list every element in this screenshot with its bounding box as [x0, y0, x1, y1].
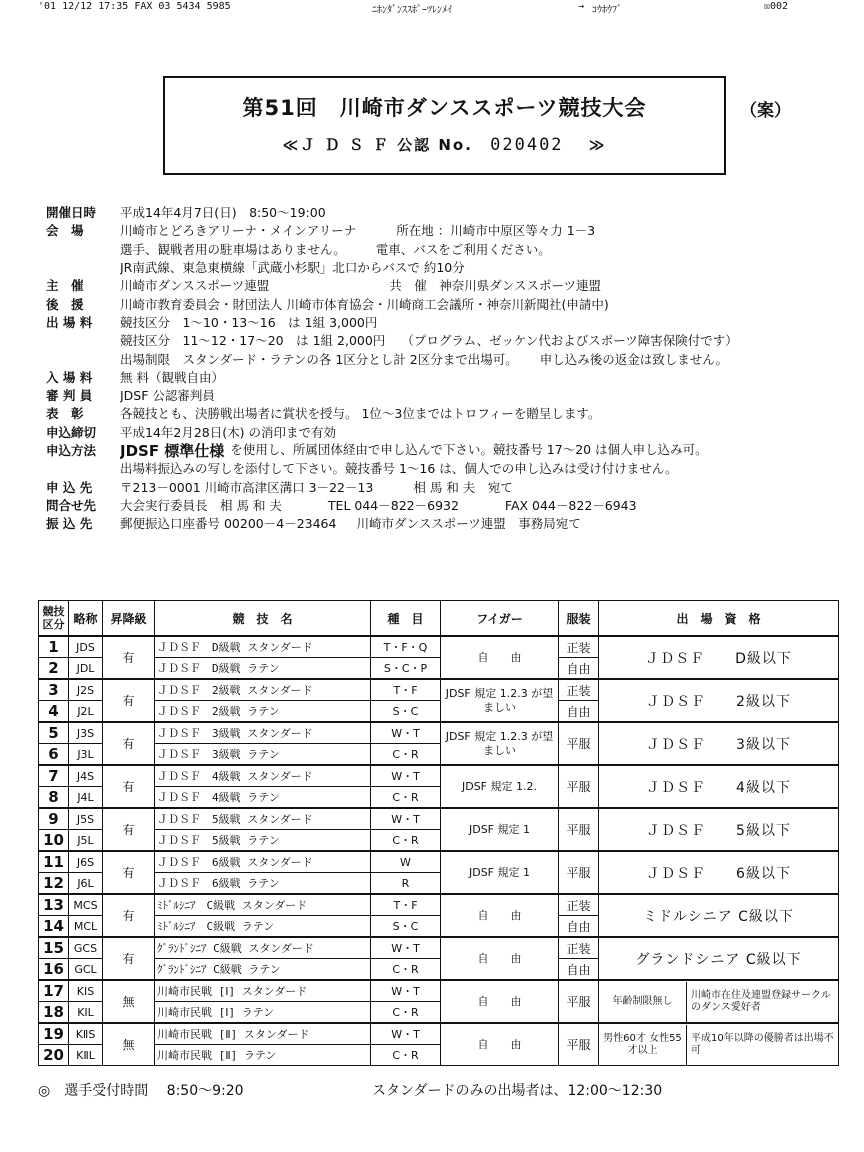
- info-row: [46, 386, 846, 404]
- certification-line: [165, 134, 724, 155]
- event-code: J5S: [69, 808, 103, 830]
- info-value: [120, 440, 846, 461]
- eligibility-cell: グランドシニア C級以下: [599, 937, 839, 980]
- info-row: [46, 331, 846, 349]
- dances-cell: C・R: [371, 830, 441, 852]
- fax-page: ☒002: [764, 1, 789, 12]
- section-number: 12: [39, 873, 69, 895]
- event-name: ＪＤＳＦ 5級戦 ラテン: [155, 830, 371, 852]
- event-code: KⅠS: [69, 980, 103, 1002]
- event-name: ＪＤＳＦ D級戦 ラテン: [155, 658, 371, 680]
- figure-cell: JDSF 規定 1.2.: [441, 765, 559, 808]
- event-name: ﾐﾄﾞﾙｼﾆｱ C級戦 スタンダード: [155, 894, 371, 916]
- info-value: [120, 423, 846, 441]
- info-row: [46, 349, 846, 367]
- header-section: 競技区分: [39, 601, 69, 637]
- standard-form-label: JDSF 標準仕様: [120, 441, 225, 460]
- event-name: ｸﾞﾗﾝﾄﾞｼﾆｱ C級戦 スタンダード: [155, 937, 371, 959]
- table-row: [39, 980, 839, 1002]
- info-value-part: 無 料（観戦自由）: [120, 369, 224, 385]
- event-name: ＪＤＳＦ 4級戦 スタンダード: [155, 765, 371, 787]
- event-code: J3L: [69, 744, 103, 766]
- table-row: [39, 679, 839, 701]
- event-name: ＪＤＳＦ 2級戦 スタンダード: [155, 679, 371, 701]
- attire-cell: 自由: [559, 658, 599, 680]
- info-value-part: 平成14年4月7日(日) 8:50～19:00: [120, 205, 326, 221]
- info-label: 申込方法: [46, 443, 97, 458]
- info-label: 主 催: [46, 278, 84, 294]
- event-name: 川崎市民戦 [Ⅰ] ラテン: [155, 1002, 371, 1024]
- section-number: 8: [39, 787, 69, 809]
- info-value-part: 共 催 神奈川県ダンススポーツ連盟: [389, 278, 602, 294]
- eligibility-cell: ＪＤＳＦ 2級以下: [599, 679, 839, 722]
- events-table: [38, 600, 839, 1066]
- event-code: JDS: [69, 636, 103, 658]
- event-code: J4S: [69, 765, 103, 787]
- dances-cell: S・C・P: [371, 658, 441, 680]
- event-name: ＪＤＳＦ 3級戦 スタンダード: [155, 722, 371, 744]
- info-label: 開催日時: [46, 205, 97, 221]
- promotion-cell: 有: [103, 894, 155, 937]
- info-value: [120, 404, 846, 422]
- info-value: [120, 350, 846, 368]
- info-row: [46, 441, 846, 459]
- table-row: [39, 808, 839, 830]
- header-name: 競 技 名: [155, 601, 371, 637]
- event-name: ＪＤＳＦ 2級戦 ラテン: [155, 701, 371, 723]
- dances-cell: T・F・Q: [371, 636, 441, 658]
- event-name: ｸﾞﾗﾝﾄﾞｼﾆｱ C級戦 ラテン: [155, 959, 371, 981]
- info-value: [120, 331, 846, 349]
- info-value: [120, 478, 846, 496]
- promotion-cell: 有: [103, 808, 155, 851]
- info-row: [46, 294, 846, 312]
- event-code: J4L: [69, 787, 103, 809]
- info-row: [46, 423, 846, 441]
- dances-cell: W・T: [371, 1023, 441, 1045]
- info-row: [46, 240, 846, 258]
- attire-cell: 正装: [559, 679, 599, 701]
- section-number: 11: [39, 851, 69, 873]
- attire-cell: 平服: [559, 765, 599, 808]
- info-row: [46, 258, 846, 276]
- section-number: 1: [39, 636, 69, 658]
- info-value-part: 申し込み後の返金は致しません。: [539, 351, 728, 367]
- eligibility-cell: ＪＤＳＦ 3級以下: [599, 722, 839, 765]
- event-title: 第51回 川崎市ダンススポーツ競技大会: [242, 96, 647, 120]
- info-value-part: TEL 044－822－6932: [327, 497, 459, 513]
- info-value-part: 所在地 ：川崎市中原区等々力 1－3: [396, 223, 596, 239]
- dances-cell: T・F: [371, 894, 441, 916]
- header-attire: 服装: [559, 601, 599, 637]
- section-number: 13: [39, 894, 69, 916]
- info-label: 振 込 先: [46, 516, 93, 532]
- info-label: 申込締切: [46, 424, 97, 440]
- info-value: [120, 313, 846, 331]
- table-header-row: [39, 601, 839, 637]
- dances-cell: W・T: [371, 937, 441, 959]
- promotion-cell: 有: [103, 636, 155, 679]
- attire-cell: 平服: [559, 722, 599, 765]
- event-code: J2S: [69, 679, 103, 701]
- attire-cell: 正装: [559, 894, 599, 916]
- eligibility-note: 平成10年以降の優勝者は出場不可: [691, 1032, 834, 1056]
- promotion-cell: 有: [103, 937, 155, 980]
- info-value-part: 平成14年2月28日(木) の消印まで有効: [120, 424, 336, 440]
- event-code: J5L: [69, 830, 103, 852]
- info-value-part: 川崎市教育委員会・財団法人 川崎市体育協会・川崎商工会議所・神奈川新聞社(申請中): [120, 296, 609, 312]
- info-value: [120, 514, 846, 532]
- attire-cell: 平服: [559, 980, 599, 1023]
- fax-datetime: '01 12/12 17:35 FAX 03 5434 5985: [38, 1, 231, 12]
- header-promotion: 昇降級: [103, 601, 155, 637]
- info-value: [120, 203, 846, 221]
- fax-header: [0, 0, 864, 14]
- standard-only-time: スタンダードのみの出場者は、12:00～12:30: [372, 1083, 663, 1099]
- promotion-cell: 無: [103, 980, 155, 1023]
- eligibility-note: 川崎市在住及連盟登録サークルのダンス愛好者: [691, 989, 831, 1013]
- eligibility-age: 男性60才 女性55才以上: [599, 1025, 687, 1065]
- event-code: J6L: [69, 873, 103, 895]
- section-number: 9: [39, 808, 69, 830]
- eligibility-age: 年齢制限無し: [599, 982, 687, 1022]
- dances-cell: C・R: [371, 1002, 441, 1024]
- section-number: 5: [39, 722, 69, 744]
- eligibility-cell: [599, 1023, 839, 1066]
- figure-cell: JDSF 規定 1.2.3 が望ましい: [441, 722, 559, 765]
- eligibility-cell: ＪＤＳＦ 4級以下: [599, 765, 839, 808]
- event-code: J6S: [69, 851, 103, 873]
- dances-cell: C・R: [371, 787, 441, 809]
- event-code: J3S: [69, 722, 103, 744]
- event-code: KⅠL: [69, 1002, 103, 1024]
- dances-cell: R: [371, 873, 441, 895]
- section-number: 16: [39, 959, 69, 981]
- section-number: 14: [39, 916, 69, 938]
- dances-cell: W: [371, 851, 441, 873]
- info-row: [46, 477, 846, 495]
- info-label: 会 場: [46, 223, 84, 239]
- title-box: [163, 76, 726, 175]
- info-value: [120, 221, 846, 239]
- figure-cell: JDSF 規定 1.2.3 が望ましい: [441, 679, 559, 722]
- event-name: ＪＤＳＦ 3級戦 ラテン: [155, 744, 371, 766]
- info-value-part: 〒213－0001 川崎市高津区溝口 3－22－13: [120, 479, 374, 495]
- info-row: [46, 496, 846, 514]
- info-value-part: JR南武線、東急東横線「武蔵小杉駅」北口からバスで 約10分: [120, 260, 465, 276]
- info-value-part: 出場制限 スタンダード・ラテンの各 1区分とし計 2区分まで出場可。: [120, 351, 518, 367]
- section-number: 15: [39, 937, 69, 959]
- info-label: 後 援: [46, 296, 84, 312]
- info-row: [46, 276, 846, 294]
- attire-cell: 自由: [559, 959, 599, 981]
- event-code: GCL: [69, 959, 103, 981]
- info-label: 審 判 員: [46, 388, 93, 404]
- info-value-part: 川崎市ダンススポーツ連盟 事務局宛て: [356, 516, 581, 532]
- event-name: ＪＤＳＦ 6級戦 スタンダード: [155, 851, 371, 873]
- dances-cell: S・C: [371, 701, 441, 723]
- info-value-part: 相 馬 和 夫 宛て: [413, 479, 513, 495]
- event-name: ＪＤＳＦ 4級戦 ラテン: [155, 787, 371, 809]
- header-dances: 種 目: [371, 601, 441, 637]
- section-number: 3: [39, 679, 69, 701]
- event-code: MCS: [69, 894, 103, 916]
- info-value: [120, 258, 846, 276]
- dances-cell: W・T: [371, 765, 441, 787]
- figure-cell: 自 由: [441, 636, 559, 679]
- section-number: 17: [39, 980, 69, 1002]
- info-value-part: 川崎市とどろきアリーナ・メインアリーナ: [120, 223, 357, 239]
- event-code: J2L: [69, 701, 103, 723]
- dances-cell: S・C: [371, 916, 441, 938]
- event-name: ＪＤＳＦ D級戦 スタンダード: [155, 636, 371, 658]
- dances-cell: W・T: [371, 722, 441, 744]
- dances-cell: T・F: [371, 679, 441, 701]
- section-number: 7: [39, 765, 69, 787]
- section-number: 2: [39, 658, 69, 680]
- attire-cell: 正装: [559, 636, 599, 658]
- info-row: [46, 459, 846, 477]
- table-row: [39, 851, 839, 873]
- figure-cell: 自 由: [441, 894, 559, 937]
- attire-cell: 正装: [559, 937, 599, 959]
- table-row: [39, 636, 839, 658]
- info-value-part: 競技区分 11～12・17～20 は 1組 2,000円: [120, 333, 386, 349]
- eligibility-cell: ＪＤＳＦ 6級以下: [599, 851, 839, 894]
- figure-cell: 自 由: [441, 937, 559, 980]
- fax-sender: ﾆﾎﾝﾀﾞﾝｽｽﾎﾟｰﾂﾚﾝﾒｲ: [372, 5, 452, 16]
- info-row: [46, 221, 846, 239]
- header-eligibility: 出 場 資 格: [599, 601, 839, 637]
- event-name: ＪＤＳＦ 6級戦 ラテン: [155, 873, 371, 895]
- info-row: [46, 203, 846, 221]
- dances-cell: C・R: [371, 744, 441, 766]
- draft-mark: （案）: [740, 101, 791, 121]
- table-row: [39, 722, 839, 744]
- eligibility-cell: ミドルシニア C級以下: [599, 894, 839, 937]
- fax-recipient: ｺｳﾎｳﾌﾞ: [592, 5, 622, 16]
- info-value-part: を使用し、所属団体経由で申し込んで下さい。競技番号 17～20 は個人申し込み可。: [230, 441, 708, 457]
- promotion-cell: 有: [103, 679, 155, 722]
- info-value-part: JDSF 公認審判員: [120, 388, 215, 404]
- promotion-cell: 有: [103, 851, 155, 894]
- event-code: KⅡS: [69, 1023, 103, 1045]
- info-value-part: 出場料振込みの写しを添付して下さい。競技番号 1～16 は、個人での申し込みは受け付けません。: [120, 461, 678, 477]
- event-name: 川崎市民戦 [Ⅱ] ラテン: [155, 1045, 371, 1066]
- event-name: ＪＤＳＦ 5級戦 スタンダード: [155, 808, 371, 830]
- event-info: [46, 203, 846, 532]
- info-value-part: 競技区分 1～10・13～16 は 1組 3,000円: [120, 314, 378, 330]
- info-row: [46, 368, 846, 386]
- info-value-part: 電車、バスをご利用ください。: [375, 241, 551, 257]
- table-row: [39, 937, 839, 959]
- eligibility-cell: ＪＤＳＦ D級以下: [599, 636, 839, 679]
- info-value: [120, 386, 846, 404]
- eligibility-cell: ＪＤＳＦ 5級以下: [599, 808, 839, 851]
- figure-cell: JDSF 規定 1: [441, 851, 559, 894]
- table-row: [39, 765, 839, 787]
- attire-cell: 自由: [559, 916, 599, 938]
- dances-cell: W・T: [371, 808, 441, 830]
- info-label: 表 彰: [46, 406, 84, 422]
- info-value-part: 郵便振込口座番号 00200－4－23464: [120, 516, 337, 532]
- reception-time: ◎ 選手受付時間 8:50～9:20: [38, 1083, 244, 1099]
- figure-cell: JDSF 規定 1: [441, 808, 559, 851]
- event-code: GCS: [69, 937, 103, 959]
- event-name: 川崎市民戦 [Ⅰ] スタンダード: [155, 980, 371, 1002]
- promotion-cell: 無: [103, 1023, 155, 1066]
- dances-cell: C・R: [371, 959, 441, 981]
- info-value-part: 選手、観戦者用の駐車場はありません。: [120, 241, 346, 257]
- event-code: KⅡL: [69, 1045, 103, 1066]
- info-value-part: 大会実行委員長 相 馬 和 夫: [120, 497, 282, 513]
- info-value-part: 各競技とも、決勝戦出場者に賞状を授与。 1位～3位まではトロフィーを贈呈します。: [120, 406, 601, 422]
- event-code: MCL: [69, 916, 103, 938]
- table-row: [39, 1023, 839, 1045]
- section-number: 20: [39, 1045, 69, 1066]
- info-value: [120, 276, 846, 294]
- dances-cell: W・T: [371, 980, 441, 1002]
- info-row: [46, 514, 846, 532]
- info-row: [46, 313, 846, 331]
- event-code: JDL: [69, 658, 103, 680]
- header-code: 略称: [69, 601, 103, 637]
- event-name: ﾐﾄﾞﾙｼﾆｱ C級戦 ラテン: [155, 916, 371, 938]
- section-number: 19: [39, 1023, 69, 1045]
- fax-arrow: →: [578, 1, 585, 12]
- event-name: 川崎市民戦 [Ⅱ] スタンダード: [155, 1023, 371, 1045]
- attire-cell: 平服: [559, 808, 599, 851]
- info-value: [120, 459, 846, 477]
- certification-number: 020402: [490, 135, 564, 155]
- attire-cell: 自由: [559, 701, 599, 723]
- certification-prefix: ≪Ｊ Ｄ Ｓ Ｆ 公認 No.: [282, 136, 473, 154]
- info-label: 申 込 先: [46, 479, 93, 495]
- figure-cell: 自 由: [441, 1023, 559, 1066]
- section-number: 18: [39, 1002, 69, 1024]
- dances-cell: C・R: [371, 1045, 441, 1066]
- info-label: 問合せ先: [46, 497, 97, 513]
- header-figure: フイガー: [441, 601, 559, 637]
- promotion-cell: 有: [103, 722, 155, 765]
- info-value-part: 川崎市ダンススポーツ連盟: [120, 278, 270, 294]
- info-value-part: FAX 044－822－6943: [504, 497, 637, 513]
- info-label: 入 場 料: [46, 369, 93, 385]
- figure-cell: 自 由: [441, 980, 559, 1023]
- promotion-cell: 有: [103, 765, 155, 808]
- certification-suffix: ≫: [588, 136, 607, 154]
- section-number: 4: [39, 701, 69, 723]
- info-value: [120, 496, 846, 514]
- table-row: [39, 894, 839, 916]
- attire-cell: 平服: [559, 851, 599, 894]
- section-number: 10: [39, 830, 69, 852]
- info-value: [120, 295, 846, 313]
- info-value: [120, 368, 846, 386]
- info-label: 出 場 料: [46, 314, 93, 330]
- eligibility-cell: [599, 980, 839, 1023]
- info-value-part: （プログラム、ゼッケン代およびスポーツ障害保険付です）: [401, 333, 738, 349]
- section-number: 6: [39, 744, 69, 766]
- info-value: [120, 240, 846, 258]
- attire-cell: 平服: [559, 1023, 599, 1066]
- info-row: [46, 404, 846, 422]
